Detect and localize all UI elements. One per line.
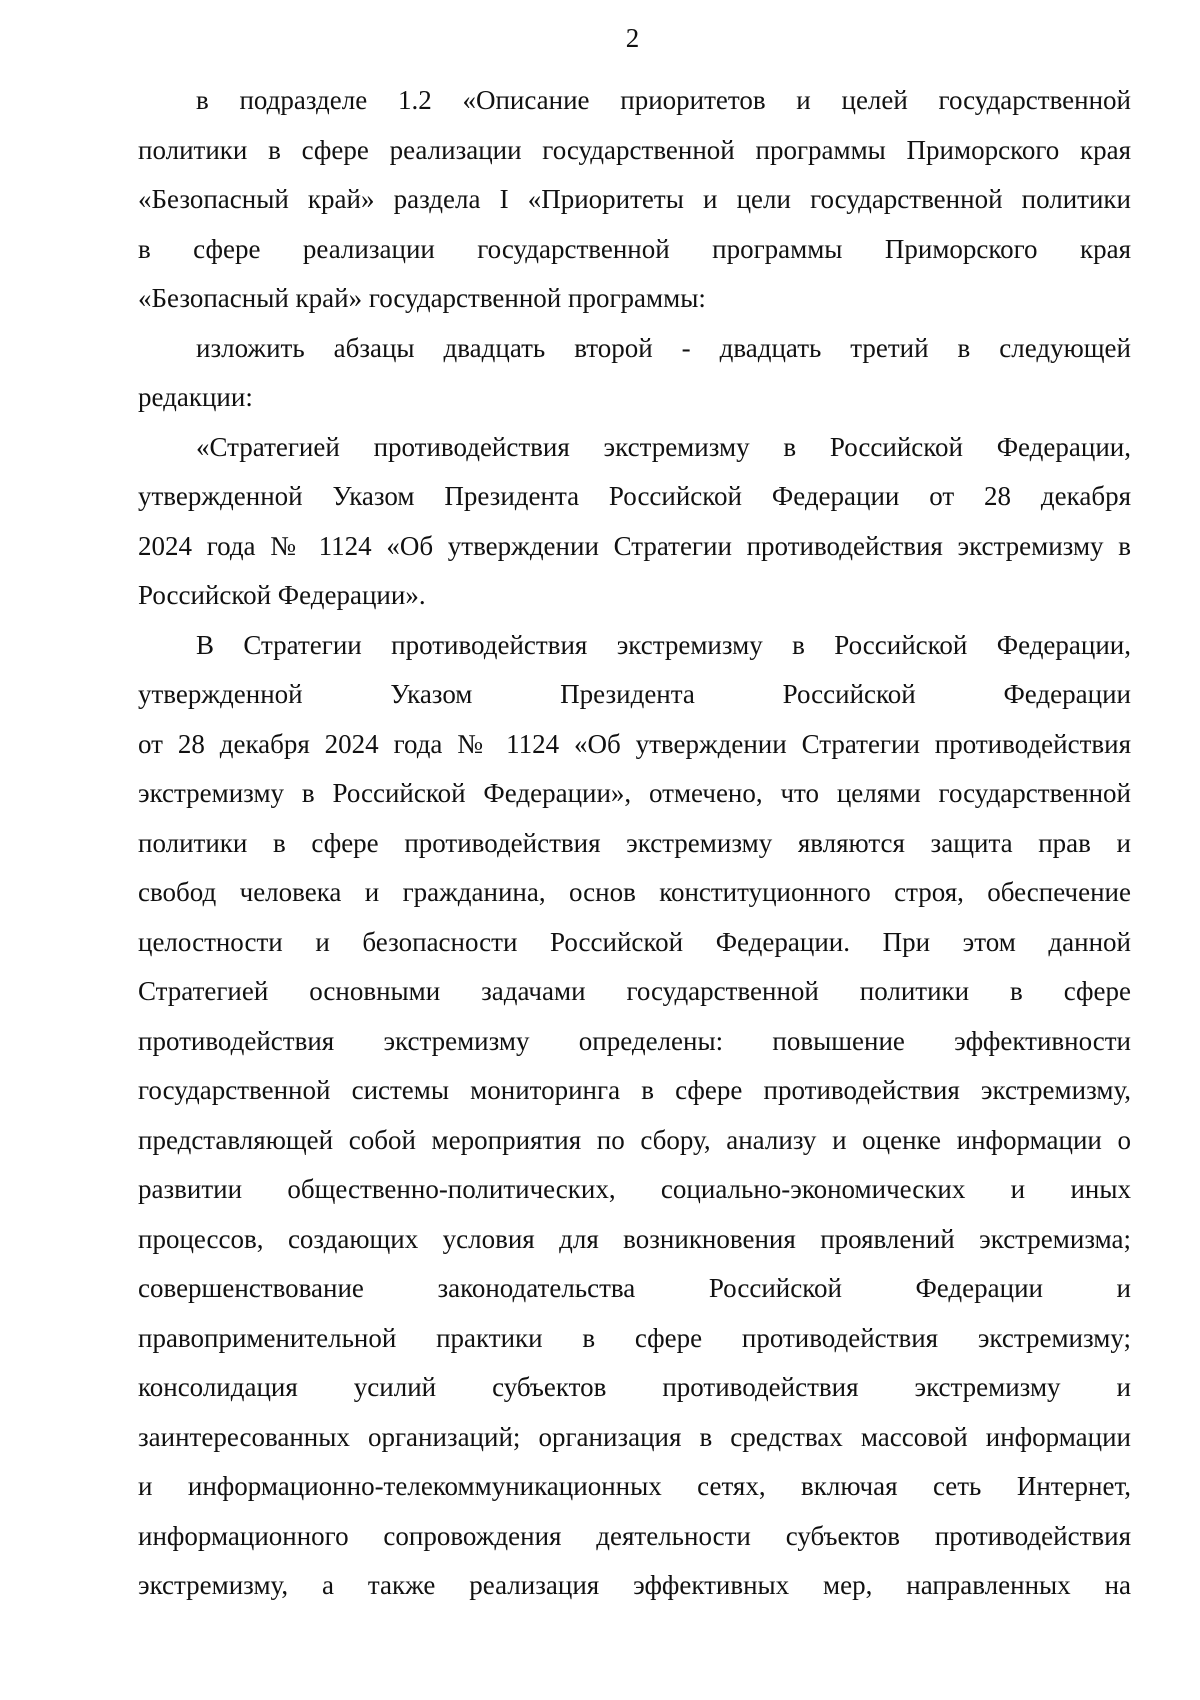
text-line: информационного сопровождения деятельности субъектов противодействия bbox=[138, 1520, 1131, 1551]
text-line: 2024 года № 1124 «Об утверждении Стратегии противодействия экстремизму в bbox=[138, 530, 1131, 561]
document-body bbox=[138, 76, 1131, 1611]
text-line: утвержденной Указом Президента Российской Федерации от 28 декабря bbox=[138, 481, 1131, 511]
text-line: редакции: bbox=[138, 382, 253, 412]
text-line: В Стратегии противодействия экстремизму в Российской Федерации, bbox=[196, 629, 1131, 660]
text-line: политики в сфере реализации государственной программы Приморского края bbox=[138, 134, 1131, 165]
page-number: 2 bbox=[625, 23, 640, 53]
text-line: представляющей собой мероприятия по сбору, анализу и оценке информации о bbox=[138, 1124, 1131, 1155]
text-line: политики в сфере противодействия экстремизму являются защита прав и bbox=[138, 827, 1131, 858]
text-line: Стратегией основными задачами государственной политики в сфере bbox=[138, 976, 1131, 1006]
text-line: и информационно-телекоммуникационных сетях, включая сеть Интернет, bbox=[138, 1471, 1131, 1501]
text-line: изложить абзацы двадцать второй - двадцать третий в следующей bbox=[196, 332, 1131, 363]
text-line: экстремизму в Российской Федерации», отмечено, что целями государственной bbox=[138, 778, 1131, 808]
text-line: заинтересованных организаций; организация в средствах массовой информации bbox=[138, 1421, 1131, 1452]
text-line: в сфере реализации государственной программы Приморского края bbox=[138, 233, 1131, 264]
text-line: консолидация усилий субъектов противодействия экстремизму и bbox=[138, 1372, 1131, 1402]
text-line: развитии общественно-политических, социально-экономических и иных bbox=[138, 1174, 1131, 1204]
text-line: от 28 декабря 2024 года № 1124 «Об утверждении Стратегии противодействия bbox=[138, 728, 1131, 759]
text-line: Российской Федерации». bbox=[138, 580, 426, 610]
text-line: противодействия экстремизму определены: повышение эффективности bbox=[138, 1025, 1131, 1056]
text-line: «Безопасный край» государственной программы: bbox=[138, 283, 706, 313]
text-line: государственной системы мониторинга в сфере противодействия экстремизму, bbox=[138, 1075, 1131, 1105]
text-line: «Безопасный край» раздела I «Приоритеты и цели государственной политики bbox=[138, 184, 1131, 214]
text-line: «Стратегией противодействия экстремизму в Российской Федерации, bbox=[196, 431, 1131, 462]
text-line: совершенствование законодательства Российской Федерации и bbox=[138, 1273, 1131, 1303]
text-line: экстремизму, а также реализация эффективных мер, направленных на bbox=[138, 1570, 1131, 1600]
text-line: утвержденной Указом Президента Российской Федерации bbox=[138, 679, 1131, 709]
text-line: свобод человека и гражданина, основ конституционного строя, обеспечение bbox=[138, 877, 1131, 907]
text-line: правоприменительной практики в сфере противодействия экстремизму; bbox=[138, 1322, 1131, 1353]
text-line: в подразделе 1.2 «Описание приоритетов и целей государственной bbox=[196, 85, 1131, 115]
text-line: целостности и безопасности Российской Федерации. При этом данной bbox=[138, 926, 1131, 957]
text-line: процессов, создающих условия для возникновения проявлений экстремизма; bbox=[138, 1223, 1131, 1254]
